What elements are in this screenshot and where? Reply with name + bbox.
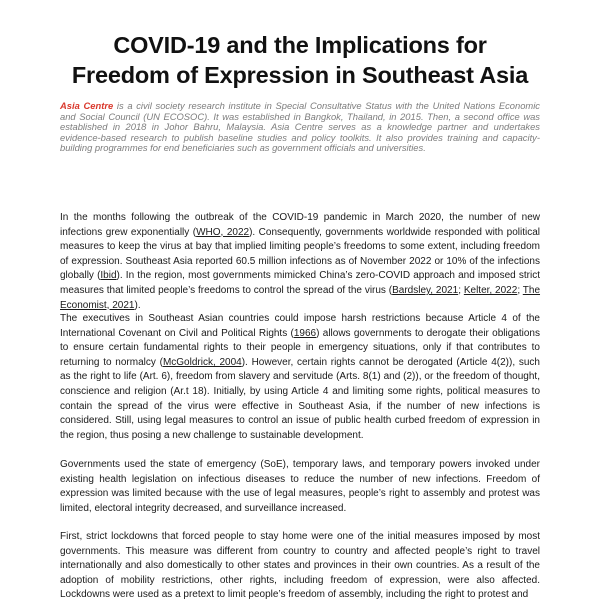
intro-paragraph	[60, 101, 540, 154]
ref-kelter-2022-link[interactable]: Kelter, 2022	[463, 284, 518, 296]
ref-1966-link[interactable]: 1966	[293, 327, 317, 339]
ref-bardsley-2021-link[interactable]: Bardsley, 2021	[392, 284, 459, 296]
p1-text-3: ). In the region, most governments mimicked China’s zero-COVID approach and imposed strict measures that limited people’s freedoms to control the spread of the virus (	[60, 270, 540, 296]
p1-text-1: In the months following the outbreak of the COVID-19 pandemic in March 2020, the number of new infections grew exponentially (	[60, 212, 540, 238]
title-line-2: Freedom of Expression in Southeast Asia	[71, 62, 529, 88]
paragraph-2	[60, 312, 540, 443]
p2-text-1: The executives in Southeast Asian countries could impose harsh restrictions because Article 4 of the International Covenant on Civil and Political Rights (	[60, 313, 540, 339]
intro-text: is a civil society research institute in Special Consultative Status with the United Nations Economic and Social Council (UN ECOSOC). It was established in Bangkok, Thailand, in 2015. Then, a second office was established in 2018 in Johor Bahru, Malaysia. Asia Centre serves as a knowledge partner and undertakes evidence-based research to publish baseline studies and policy toolkits. It also provides training and capacity-building programmes for end beneficiaries such as government officials and universities.	[60, 100, 540, 153]
paragraph-1	[60, 211, 540, 313]
ref-ibid-link[interactable]: Ibid	[100, 270, 117, 282]
p1-text-6: ).	[134, 299, 141, 311]
org-name: Asia Centre	[60, 100, 114, 111]
p1-text-2: ). Consequently, governments worldwide responded with political measures to keep the virus at bay that implied limiting people’s freedoms to some extent, including freedom of expression. Southeast Asia reported 60.5 million infections as of November 2022 or 10% of the infections globally (	[60, 226, 540, 282]
p1-text-4: ;	[458, 284, 464, 296]
document-title	[40, 30, 560, 90]
p1-text-5: ;	[517, 284, 523, 296]
paragraph-3: Governments used the state of emergency (SoE), temporary laws, and temporary powers invoked under existing health legislation on infectious diseases to reduce the number of new infections. Freedom of expression was limited because with the use of legal measures, people’s right to assembly and protest was limited, electoral integrity decreased, and surveillance increased.	[60, 459, 540, 514]
p2-text-3: ). However, certain rights cannot be derogated (Article 4(2)), such as the right to life (Art. 6), freedom from slavery and servitude (Arts. 8(1) and (2)), or the freedom of thought, conscience and religion (Ar.t 18). Initially, by using Article 4 and limiting some rights, political measures to contain the spread of the virus were effective in Southeast Asia, if the number of new infections is considered. Still, using legal measures to control an issue of public health curbed freedom of expression in the region, thus posing a new challenge to sustainable development.	[60, 356, 540, 441]
p2-text-2: ) allows governments to derogate their obligations to ensure certain fundamental rights to their people in emergency situations, only if that contributes to returning to normalcy (	[60, 327, 540, 368]
title-line-1: COVID-19 and the Implications for	[113, 32, 487, 58]
paragraph-4: First, strict lockdowns that forced people to stay home were one of the initial measures imposed by most governments. This measure was different from country to country and affected people’s right to travel internationally and also domestically to other states and provinces in their own countries. As a result of the adoption of mobility restrictions, other rights, including freedom of expression, were also affected. Lockdowns were used as a pretext to limit people’s freedom of assembly, including the right to protest and	[60, 531, 540, 600]
ref-economist-2021-link[interactable]: The Economist, 2021	[60, 284, 541, 311]
ref-mcgoldrick-2004-link[interactable]: McGoldrick, 2004	[162, 356, 242, 368]
ref-who-2022-link[interactable]: WHO, 2022	[196, 226, 250, 238]
